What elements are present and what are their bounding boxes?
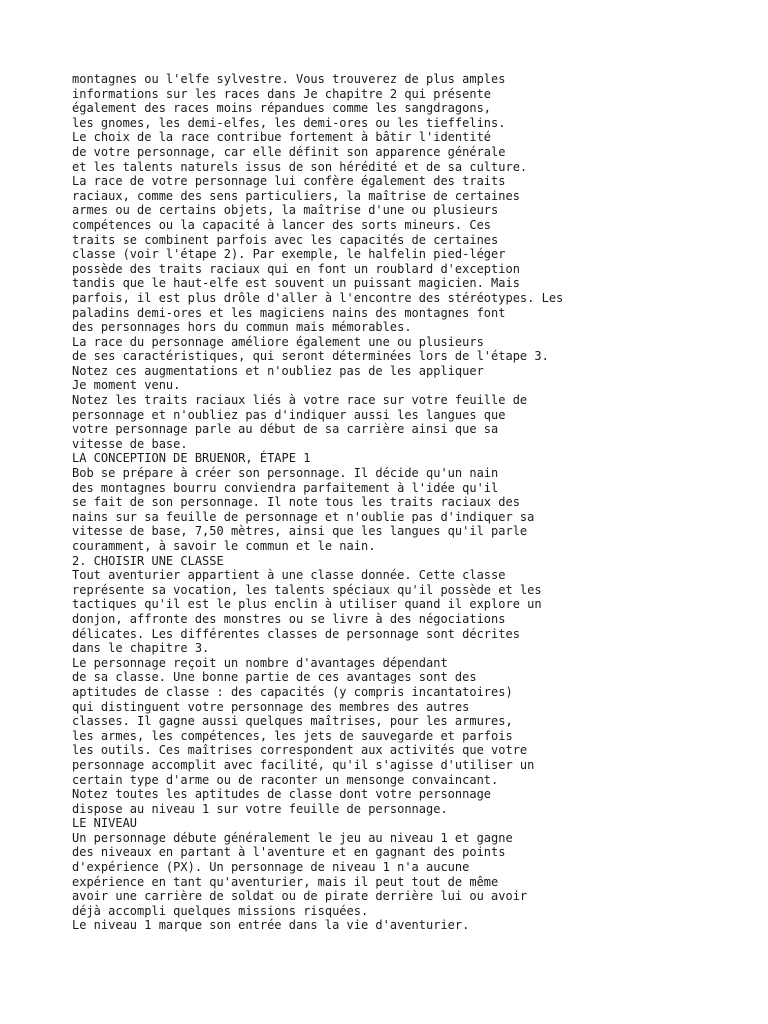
text-line: personnage et n'oubliez pas d'indiquer aussi les langues que: [72, 407, 506, 422]
text-line: des niveaux en partant à l'aventure et en gagnant des points: [72, 845, 506, 860]
text-line: délicates. Les différentes classes de personnage sont décrites: [72, 626, 520, 641]
text-line: classes. Il gagne aussi quelques maîtrises, pour les armures,: [72, 714, 513, 729]
text-line: de votre personnage, car elle définit son apparence générale: [72, 144, 506, 159]
text-line: raciaux, comme des sens particuliers, la maîtrise de certaines: [72, 188, 520, 203]
text-line: tactiques qu'il est le plus enclin à utiliser quand il explore un: [72, 597, 542, 612]
text-line: également des races moins répandues comme les sangdragons,: [72, 101, 492, 116]
text-line: compétences ou la capacité à lancer des sorts mineurs. Ces: [72, 217, 492, 232]
text-line: d'expérience (PX). Un personnage de niveau 1 n'a aucune: [72, 860, 470, 875]
text-line: aptitudes de classe : des capacités (y compris incantatoires): [72, 684, 513, 699]
text-line: possède des traits raciaux qui en font un roublard d'exception: [72, 261, 520, 276]
text-line: dans le chapitre 3.: [72, 641, 210, 656]
text-line: paladins demi-ores et les magiciens nains des montagnes font: [72, 305, 506, 320]
text-line: nains sur sa feuille de personnage et n'oublie pas d'indiquer sa: [72, 509, 535, 524]
text-line: vitesse de base, 7,50 mètres, ainsi que les langues qu'il parle: [72, 524, 528, 539]
text-line: Le personnage reçoit un nombre d'avantages dépendant: [72, 655, 448, 670]
text-line: de ses caractéristiques, qui seront déterminées lors de l'étape 3.: [72, 349, 549, 364]
document-page: [72, 72, 762, 933]
text-line: Le choix de la race contribue fortement à bâtir l'identité: [72, 130, 492, 145]
text-line: Tout aventurier appartient à une classe donnée. Cette classe: [72, 568, 506, 583]
text-line: Notez les traits raciaux liés à votre race sur votre feuille de: [72, 393, 528, 408]
text-line: traits se combinent parfois avec les capacités de certaines: [72, 232, 499, 247]
text-line: Le niveau 1 marque son entrée dans la vie d'aventurier.: [72, 918, 470, 933]
text-line: Un personnage débute généralement le jeu au niveau 1 et gagne: [72, 830, 513, 845]
text-line: certain type d'arme ou de raconter un mensonge convaincant.: [72, 772, 499, 787]
text-line: Notez ces augmentations et n'oubliez pas de les appliquer: [72, 363, 484, 378]
text-line: les armes, les compétences, les jets de sauvegarde et parfois: [72, 728, 513, 743]
section-heading: 2. CHOISIR UNE CLASSE: [72, 553, 224, 568]
text-line: parfois, il est plus drôle d'aller à l'encontre des stéréotypes. Les: [72, 290, 564, 305]
text-line: de sa classe. Une bonne partie de ces avantages sont des: [72, 670, 477, 685]
text-line: représente sa vocation, les talents spéciaux qu'il possède et les: [72, 582, 542, 597]
text-line: des personnages hors du commun mais mémorables.: [72, 320, 412, 335]
text-line: couramment, à savoir le commun et le nain.: [72, 539, 376, 553]
text-line: montagnes ou l'elfe sylvestre. Vous trouverez de plus amples: [72, 72, 506, 86]
text-line: La race du personnage améliore également une ou plusieurs: [72, 334, 484, 349]
text-line: les gnomes, les demi-elfes, les demi-ores ou les tieffelins.: [72, 115, 506, 130]
text-line: et les talents naturels issus de son hérédité et de sa culture.: [72, 159, 528, 174]
text-line: personnage accomplit avec facilité, qu'il s'agisse d'utiliser un: [72, 757, 535, 772]
text-line: tandis que le haut-elfe est souvent un puissant magicien. Mais: [72, 276, 520, 291]
text-line: donjon, affronte des monstres ou se livre à des négociations: [72, 611, 506, 626]
text-line: Je moment venu.: [72, 378, 181, 393]
text-line: les outils. Ces maîtrises correspondent aux activités que votre: [72, 743, 528, 758]
text-line: informations sur les races dans Je chapitre 2 qui présente: [72, 86, 492, 101]
section-heading: LE NIVEAU: [72, 816, 138, 831]
text-line: votre personnage parle au début de sa carrière ainsi que sa: [72, 422, 499, 437]
text-line: dispose au niveau 1 sur votre feuille de personnage.: [72, 801, 448, 816]
text-line: se fait de son personnage. Il note tous les traits raciaux des: [72, 495, 520, 510]
text-line: Bob se prépare à créer son personnage. Il décide qu'un nain: [72, 466, 499, 481]
text-line: classe (voir l'étape 2). Par exemple, le halfelin pied-léger: [72, 247, 506, 262]
text-line: des montagnes bourru conviendra parfaitement à l'idée qu'il: [72, 480, 499, 495]
text-line: avoir une carrière de soldat ou de pirate derrière lui ou avoir: [72, 889, 528, 904]
text-line: La race de votre personnage lui confère également des traits: [72, 174, 506, 189]
text-line: Notez toutes les aptitudes de classe dont votre personnage: [72, 787, 492, 802]
section-heading: LA CONCEPTION DE BRUENOR, ÉTAPE 1: [72, 451, 311, 466]
text-line: qui distinguent votre personnage des membres des autres: [72, 699, 470, 714]
text-line: armes ou de certains objets, la maîtrise d'une ou plusieurs: [72, 203, 499, 218]
text-line: déjà accompli quelques missions risquées.: [72, 903, 369, 918]
text-line: expérience en tant qu'aventurier, mais il peut tout de même: [72, 874, 499, 889]
text-line: vitesse de base.: [72, 436, 188, 451]
